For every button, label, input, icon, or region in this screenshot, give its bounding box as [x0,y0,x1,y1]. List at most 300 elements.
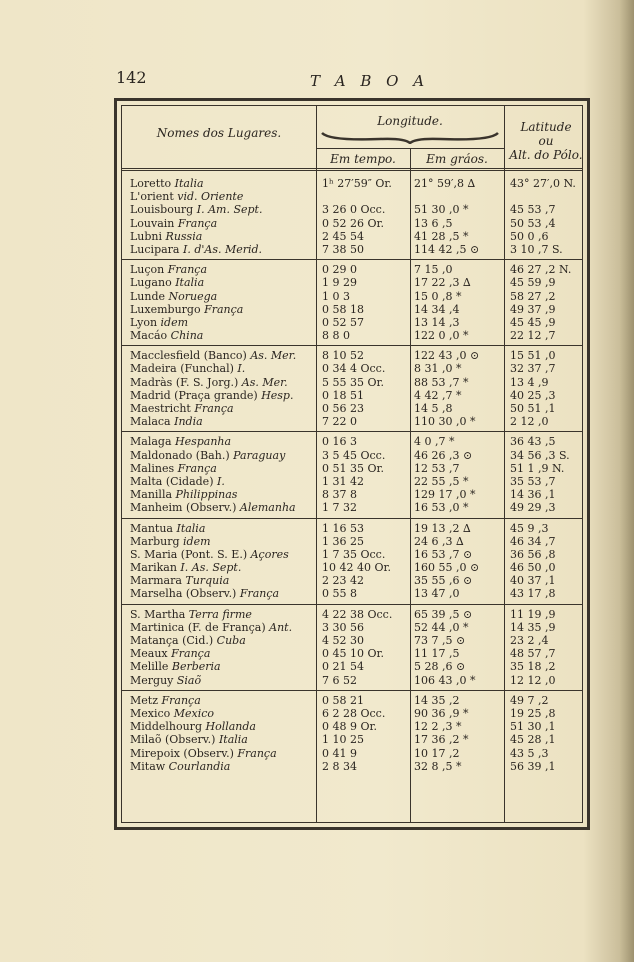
place-name [130,290,314,303]
place-name [130,608,314,621]
table-row [122,290,582,303]
place-name [130,561,314,574]
table-row [122,203,582,216]
place-name [130,587,314,600]
longitude-degrees: 10 17 ,2 [414,746,460,760]
latitude: 45 53 ,7 [510,203,556,217]
latitude: 15 51 ,0 [510,349,556,363]
place-region: Italia [176,521,206,535]
longitude-degrees: 13 14 ,3 [414,315,460,329]
latitude: 45 9 ,3 [510,521,549,535]
longitude-degrees: 5 28 ,6 ⊙ [414,660,466,674]
longitude-degrees: 12 53 ,7 [414,461,460,475]
longitude-degrees: 14 35 ,2 [414,693,460,707]
header-names: Nomes dos Lugares. [156,126,282,140]
latitude: 46 34 ,7 [510,534,556,548]
latitude: 14 35 ,9 [510,620,556,634]
place-region: Hesp. [261,388,294,402]
latitude: 32 37 ,7 [510,362,556,376]
latitude: 49 29 ,3 [510,501,556,515]
latitude: 43 5 ,3 [510,746,549,760]
place-region: Açores [250,547,289,561]
place: Marmara [130,574,186,588]
place-region: Berberia [171,660,221,674]
place-region: França [177,461,217,475]
place-region: Turquia [185,574,230,588]
table-row [122,621,582,634]
longitude-time: 0 41 9 [322,746,357,760]
place-region: Philippinas [175,488,238,502]
table-row [122,276,582,289]
table-row [122,303,582,316]
page-number: 142 [116,68,147,87]
header-latitude-line1: Latitude [520,120,572,134]
longitude-time: 0 45 10 Or. [322,647,385,661]
latitude: 13 4 ,9 [510,375,549,389]
table-row [122,243,582,256]
longitude-time: 1 0 3 [322,289,350,303]
table-row [122,389,582,402]
row-group [122,519,582,605]
place-name [130,263,314,276]
longitude-degrees: 13 47 ,0 [414,587,460,601]
place-region: Noruega [168,289,218,303]
place-region: idem [160,315,189,329]
row-group [122,346,582,432]
place-name [130,674,314,687]
latitude: 23 2 ,4 [510,634,549,647]
longitude-degrees: 122 0 ,0 * [414,329,469,343]
place: Mantua [130,521,177,535]
place-name [130,462,314,475]
place-region: I. d'As. Merid. [182,242,263,256]
table-frame [114,98,590,830]
place-name [130,303,314,316]
table-row [122,733,582,746]
table-row [122,548,582,561]
place-name [130,621,314,634]
place-name [130,389,314,402]
latitude: 3 10 ,7 S. [510,242,563,256]
longitude-time: 4 22 38 Occ. [322,607,393,621]
table-row [122,634,582,647]
place-region: França [171,647,211,661]
longitude-degrees: 73 7 ,5 ⊙ [414,634,466,647]
latitude: 50 51 ,1 [510,402,556,415]
place-region: França [161,693,201,707]
longitude-degrees: 14 5 ,8 [414,402,453,415]
latitude: 22 12 ,7 [510,329,556,343]
place: Mitaw [130,759,169,773]
place: Malta (Cidade) [130,474,217,488]
longitude-time: 2 23 42 [322,574,364,588]
longitude-degrees: 90 36 ,9 * [414,706,469,720]
longitude-degrees: 16 53 ,7 ⊙ [414,547,473,561]
place-region: Italia [218,733,248,747]
place-region: Courlandia [168,759,231,773]
place-region: França [177,216,218,230]
longitude-degrees: 17 36 ,2 * [414,733,469,747]
place-region: I. [216,474,225,488]
place-name [130,349,314,362]
latitude: 36 43 ,5 [510,435,556,449]
table-row [122,647,582,660]
place: Malines [130,461,178,475]
place-name [130,177,314,190]
place-name [130,475,314,488]
place: Louisbourg [130,203,197,217]
longitude-degrees: 15 0 ,8 * [414,289,462,303]
longitude-time: 0 16 3 [322,435,357,449]
longitude-degrees: 114 42 ,5 ⊙ [414,242,480,256]
longitude-time: 10 42 40 Or. [322,561,392,575]
place-name [130,402,314,415]
place: Marselha (Observ.) [130,587,240,601]
table-row [122,608,582,621]
place-region: Hollanda [205,720,256,734]
longitude-degrees: 14 34 ,4 [414,302,460,316]
header-latitude-line2: ou [538,134,554,148]
place-name [130,733,314,746]
place-name [130,501,314,514]
place: Lyon [130,315,161,329]
place-region: I. As. Sept. [180,561,242,575]
latitude: 49 37 ,9 [510,302,556,316]
place-name [130,203,314,216]
latitude: 35 18 ,2 [510,660,556,674]
longitude-time: 5 55 35 Or. [322,375,385,389]
longitude-degrees: 52 44 ,0 * [414,620,469,634]
place-region: França [204,302,244,316]
latitude: 51 30 ,1 [510,720,556,734]
longitude-time: 6 2 28 Occ. [322,706,386,720]
place-name [130,488,314,501]
place-region: Russia [165,229,203,243]
longitude-degrees: 106 43 ,0 * [414,673,476,687]
place-region: As. Mer. [241,375,288,389]
place-name [130,574,314,587]
latitude: 36 56 ,8 [510,547,556,561]
header-time: Em tempo. [330,152,396,166]
header-rule [122,168,582,171]
place: Loretto [130,177,175,190]
latitude: 46 27 ,2 N. [510,263,572,277]
place-region: India [174,415,203,429]
table-row [122,720,582,733]
longitude-degrees: 41 28 ,5 * [414,229,469,243]
latitude: 12 12 ,0 [510,673,556,687]
longitude-time: 2 8 34 [322,759,357,773]
place: Meaux [130,647,172,661]
table-row [122,376,582,389]
place: Macáo [130,329,171,343]
place: Melille [130,660,172,674]
table-row [122,435,582,448]
longitude-degrees: 13 6 ,5 [414,216,453,230]
table-row [122,449,582,462]
longitude-time: 0 51 35 Or. [322,461,385,475]
place: Middelhourg [130,720,206,734]
table-row [122,475,582,488]
running-head: T A B O A [310,72,430,90]
table-row [122,316,582,329]
place-region: vid. Oriente [177,190,244,204]
latitude: 11 19 ,9 [510,607,556,621]
place-name [130,707,314,720]
longitude-degrees: 11 17 ,5 [414,647,460,661]
longitude-time: 4 52 30 [322,634,364,647]
place-region: França [237,746,277,760]
place: S. Maria (Pont. S. E.) [130,547,251,561]
place-region: China [170,329,204,343]
table-row [122,535,582,548]
place: Macclesfield (Banco) [130,349,251,363]
place-name [130,415,314,428]
longitude-time: 8 10 52 [322,349,364,363]
place-name [130,548,314,561]
header-longitude: Longitude. [377,114,443,128]
longitude-time: 7 6 52 [322,673,357,687]
place-name [130,747,314,760]
longitude-degrees: 110 30 ,0 * [414,415,476,429]
row-group [122,432,582,518]
longitude-rule [316,148,504,149]
place-name [130,316,314,329]
longitude-time: 0 34 4 Occ. [322,362,386,376]
place-name [130,435,314,448]
table-row [122,329,582,342]
table-row [122,561,582,574]
longitude-time: 3 30 56 [322,620,364,634]
latitude: 19 25 ,8 [510,706,556,720]
row-group [122,691,582,776]
longitude-degrees: 7 15 ,0 [414,263,453,277]
latitude: 2 12 ,0 [510,415,549,429]
place: Madrid (Praça grande) [130,388,262,402]
latitude: 51 1 ,9 N. [510,461,565,475]
latitude: 35 53 ,7 [510,474,556,488]
longitude-time: 7 38 50 [322,242,364,256]
table-row [122,217,582,230]
table-row [122,574,582,587]
place: Manheim (Observ.) [130,501,240,515]
longitude-time: 8 8 0 [322,329,350,343]
place-region: Italia [175,276,205,290]
place-name [130,694,314,707]
place: Martinica (F. de França) [130,620,270,634]
longitude-degrees: 22 55 ,5 * [414,474,469,488]
place: Milaõ (Observ.) [130,733,219,747]
place: Marikan [130,561,181,575]
latitude: 56 39 ,1 [510,759,556,773]
place: Mirepoix (Observ.) [130,746,238,760]
longitude-time: 0 18 51 [322,388,364,402]
place-name [130,535,314,548]
latitude: 50 53 ,4 [510,216,556,230]
place-name [130,243,314,256]
table-row [122,660,582,673]
longitude-degrees: 129 17 ,0 * [414,488,476,502]
longitude-time: 0 58 18 [322,302,364,316]
place: Marburg [130,534,184,548]
longitude-time: 1 10 25 [322,733,364,747]
longitude-degrees: 24 6 ,3 ∆ [414,534,464,548]
table-row [122,747,582,760]
longitude-time: 3 26 0 Occ. [322,203,386,217]
place: Maestricht [130,402,195,415]
table-row [122,694,582,707]
table-row [122,230,582,243]
longitude-degrees: 4 42 ,7 * [414,388,462,402]
table-row [122,674,582,687]
longitude-time: 1 7 35 Occ. [322,547,386,561]
longitude-time: 0 52 26 Or. [322,216,385,230]
place-name [130,660,314,673]
place: Luxemburgo [130,302,205,316]
longitude-time: 0 52 57 [322,315,364,329]
latitude: 14 36 ,1 [510,488,556,502]
place-name [130,376,314,389]
longitude-degrees: 21° 59′,8 ∆ [414,177,476,190]
place: Maldonado (Bah.) [130,448,234,462]
place-name [130,760,314,773]
latitude: 49 7 ,2 [510,693,549,707]
place-name [130,522,314,535]
place-name [130,634,314,647]
latitude: 43° 27′,0 N. [510,177,576,190]
latitude: 45 28 ,1 [510,733,556,747]
longitude-time: 1 36 25 [322,534,364,548]
place: Merguy [130,673,177,687]
latitude: 50 0 ,6 [510,229,549,243]
longitude-time: 3 5 45 Occ. [322,448,386,462]
place: Lunde [130,289,169,303]
longitude-degrees: 17 22 ,3 ∆ [414,276,471,290]
table-row [122,402,582,415]
table-row [122,190,582,203]
place: Matança (Cid.) [130,634,217,647]
place-name [130,449,314,462]
place-region: Mexico [173,706,215,720]
row-group [122,260,582,346]
header-degrees: Em gráos. [426,152,488,166]
place-region: idem [183,534,211,548]
place-region: França [167,263,208,277]
place-name [130,230,314,243]
longitude-time: 1 16 53 [322,521,364,535]
place: Metz [130,693,162,707]
latitude: 45 45 ,9 [510,315,556,329]
longitude-time: 1 9 29 [322,276,357,290]
place: Lubni [130,229,166,243]
brace-icon [320,130,500,144]
table-row [122,488,582,501]
page-edge [620,0,634,962]
table-row [122,177,582,190]
place-region: Alemanha [239,501,296,515]
place: S. Martha [130,607,189,621]
place: Lucipara [130,242,183,256]
longitude-degrees: 4 0 ,7 * [414,435,455,449]
longitude-time: 0 56 23 [322,402,364,415]
place-region: Siaõ [176,673,202,687]
place-region: Hespanha [175,435,232,449]
place: Madràs (F. S. Jorg.) [130,375,242,389]
table-body [122,174,582,776]
longitude-degrees: 16 53 ,0 * [414,501,469,515]
place: Madeira (Funchal) [130,362,238,376]
table-row [122,760,582,773]
place-region: França [239,587,280,601]
longitude-degrees: 19 13 ,2 ∆ [414,521,471,535]
longitude-degrees: 88 53 ,7 * [414,375,469,389]
latitude: 40 37 ,1 [510,574,556,588]
longitude-time: 2 45 54 [322,229,364,243]
latitude: 40 25 ,3 [510,388,556,402]
table-row [122,349,582,362]
latitude: 43 17 ,8 [510,587,556,601]
longitude-time: 0 58 21 [322,693,364,707]
place-region: Ant. [269,620,293,634]
table-row [122,415,582,428]
table-row [122,462,582,475]
place: Louvain [130,216,178,230]
longitude-degrees: 160 55 ,0 ⊙ [414,561,480,575]
place-name [130,647,314,660]
longitude-time: 0 21 54 [322,660,364,674]
table-row [122,707,582,720]
longitude-degrees: 122 43 ,0 ⊙ [414,349,480,363]
longitude-degrees: 35 55 ,6 ⊙ [414,574,473,588]
latitude: 58 27 ,2 [510,289,556,303]
place-name [130,329,314,342]
header-latitude-line3: Alt. do Pólo. [509,148,583,162]
longitude-time: 0 48 9 Or. [322,720,378,734]
longitude-degrees: 12 2 ,3 * [414,720,462,734]
place-region: I. Am. Sept. [196,203,263,217]
longitude-degrees: 51 30 ,0 * [414,203,469,217]
place: Malaca [130,415,175,429]
longitude-time: 7 22 0 [322,415,357,429]
latitude: 46 50 ,0 [510,561,556,575]
row-group [122,174,582,260]
table-row [122,587,582,600]
longitude-degrees: 32 8 ,5 * [414,759,462,773]
place-region: Paraguay [233,448,286,462]
longitude-time: 1 31 42 [322,474,364,488]
place-name [130,362,314,375]
place-name [130,720,314,733]
place-region: As. Mer. [250,349,297,363]
longitude-time: 1ʰ 27′59″ Or. [322,177,392,190]
table [121,105,583,823]
place-name [130,276,314,289]
place: Lugano [130,276,176,290]
row-group [122,605,582,691]
longitude-degrees: 46 26 ,3 ⊙ [414,448,473,462]
table-row [122,522,582,535]
place: L'orient [130,190,178,204]
latitude: 48 57 ,7 [510,647,556,661]
place-name [130,190,314,203]
place: Mexico [130,706,174,720]
place-region: Cuba [216,634,246,647]
place-region: Italia [174,177,204,190]
latitude: 45 59 ,9 [510,276,556,290]
place-name [130,217,314,230]
longitude-degrees: 65 39 ,5 ⊙ [414,607,473,621]
place-region: França [194,402,234,415]
